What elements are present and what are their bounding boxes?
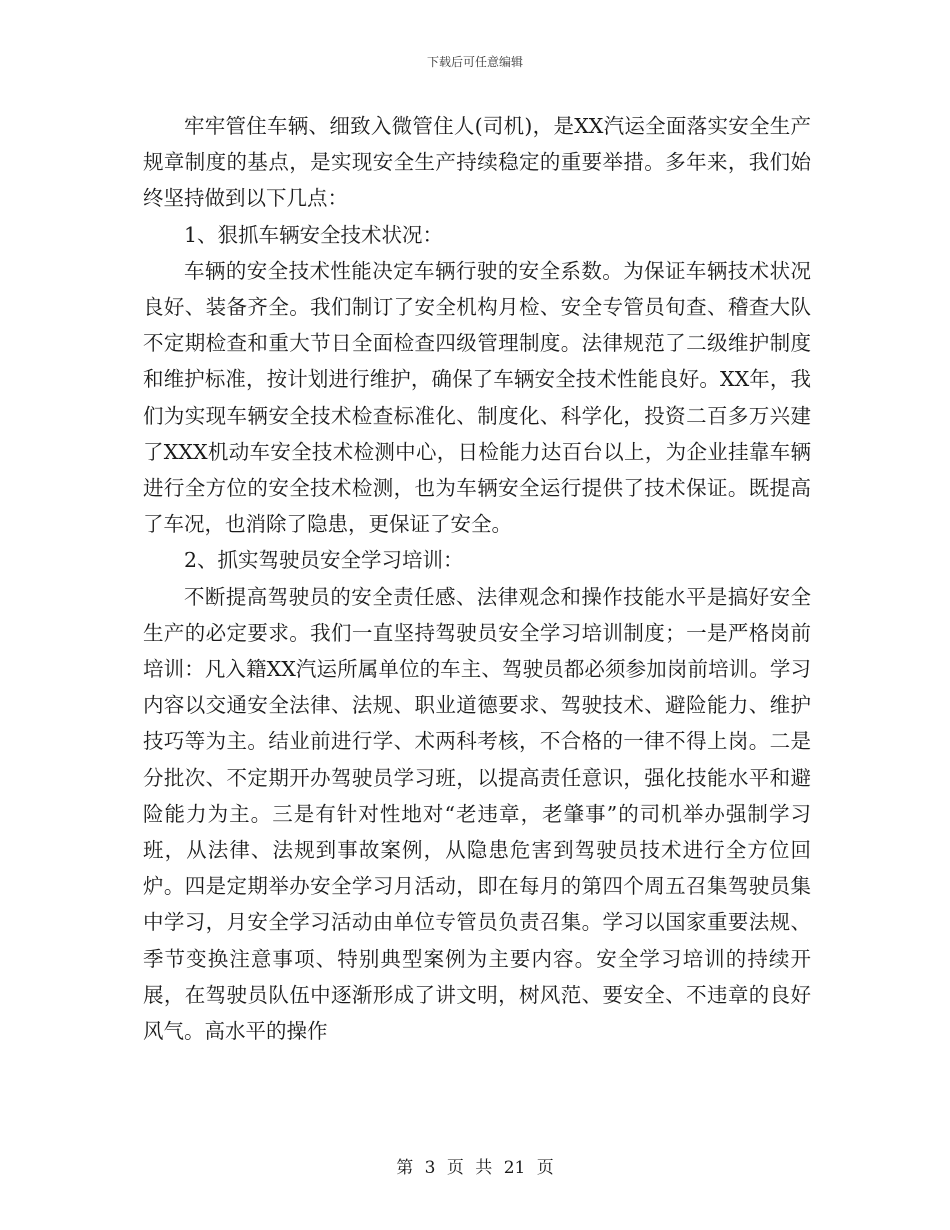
document-body bbox=[143, 108, 811, 1049]
paragraph-intro: 牢牢管住车辆、细致入微管住人(司机)，是XX汽运全面落实安全生产规章制度的基点，是实现安全生产持续稳定的重要举措。多年来，我们始终坚持做到以下几点： bbox=[143, 114, 811, 211]
section-heading-driver-training: 2、抓实驾驶员安全学习培训： bbox=[184, 548, 464, 573]
section-heading-vehicle-safety: 1、狠抓车辆安全技术状况： bbox=[184, 222, 444, 247]
header-note: 下载后可任意编辑 bbox=[426, 55, 523, 69]
paragraph-driver-training: 不断提高驾驶员的安全责任感、法律观念和操作技能水平是搞好安全生产的必定要求。我们一直坚持驾驶员安全学习培训制度；一是严格岗前培训：凡入籍XX汽运所属单位的车主、驾驶员都必须参加岗前培训。学习内容以交通安全法律、法规、职业道德要求、驾驶技术、避险能力、维护技巧等为主。结业前进行学、术两科考核，不合格的一律不得上岗。二是分批次、不定期开办驾驶员学习班，以提高责任意识，强化技能水平和避险能力为主。三是有针对性地对“老违章，老肇事”的司机举办强制学习班，从法律、法规到事故案例，从隐患危害到驾驶员技术进行全方位回炉。四是定期举办安全学习月活动，即在每月的第四个周五召集驾驶员集中学习，月安全学习活动由单位专管员负责召集。学习以国家重要法规、季节变换注意事项、特别典型案例为主要内容。安全学习培训的持续开展，在驾驶员队伍中逐渐形成了讲文明，树风范、要安全、不违章的良好风气。高水平的操作 bbox=[143, 584, 811, 1044]
paragraph-vehicle-safety: 车辆的安全技术性能决定车辆行驶的安全系数。为保证车辆技术状况良好、装备齐全。我们制订了安全机构月检、安全专管员旬查、稽查大队不定期检查和重大节日全面检查四级管理制度。法律规范了二级维护制度和维护标准，按计划进行维护，确保了车辆安全技术性能良好。XX年，我们为实现车辆安全技术检查标准化、制度化、科学化，投资二百多万兴建了XXX机动车安全技术检测中心，日检能力达百台以上，为企业挂靠车辆进行全方位的安全技术检测，也为车辆安全运行提供了技术保证。既提高了车况，也消除了隐患，更保证了安全。 bbox=[143, 258, 811, 537]
page-number: 第 3 页 共 21 页 bbox=[396, 1158, 554, 1178]
